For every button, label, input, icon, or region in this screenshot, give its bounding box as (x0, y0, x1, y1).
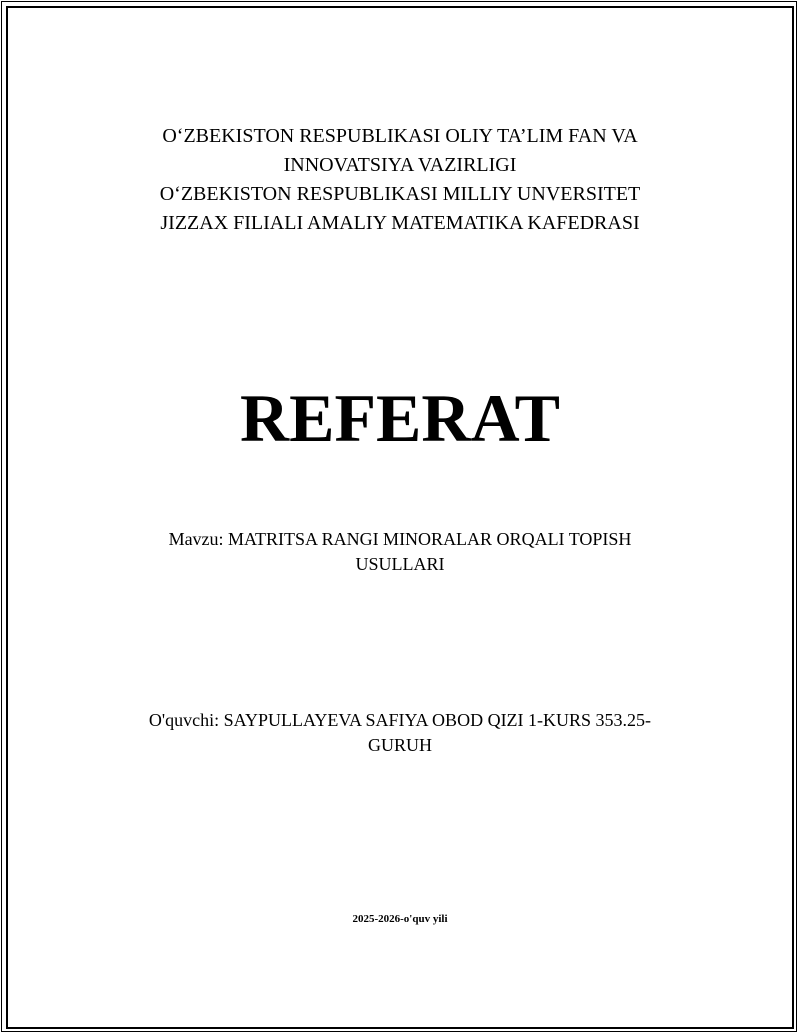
student-section (0, 708, 800, 758)
header-line-1: O‘ZBEKISTON RESPUBLIKASI OLIY TA’LIM FAN VA (162, 125, 638, 147)
institution-header (0, 122, 800, 238)
topic-line-2: USULLARI (355, 554, 445, 574)
academic-year: 2025-2026-o'quv yili (352, 913, 448, 925)
document-title: REFERAT (240, 380, 560, 456)
topic-section (0, 527, 800, 577)
header-line-3: O‘ZBEKISTON RESPUBLIKASI MILLIY UNVERSITET (159, 183, 641, 205)
student-line-1: O'quvchi: SAYPULLAYEVA SAFIYA OBOD QIZI 1-KURS 353.25- (148, 710, 652, 730)
header-line-2: INNOVATSIYA VAZIRLIGI (283, 154, 517, 176)
topic-line-1: Mavzu: MATRITSA RANGI MINORALAR ORQALI TOPISH (168, 529, 632, 549)
student-line-2: GURUH (367, 735, 432, 755)
header-line-4: JIZZAX FILIALI AMALIY MATEMATIKA KAFEDRASI (160, 212, 640, 234)
